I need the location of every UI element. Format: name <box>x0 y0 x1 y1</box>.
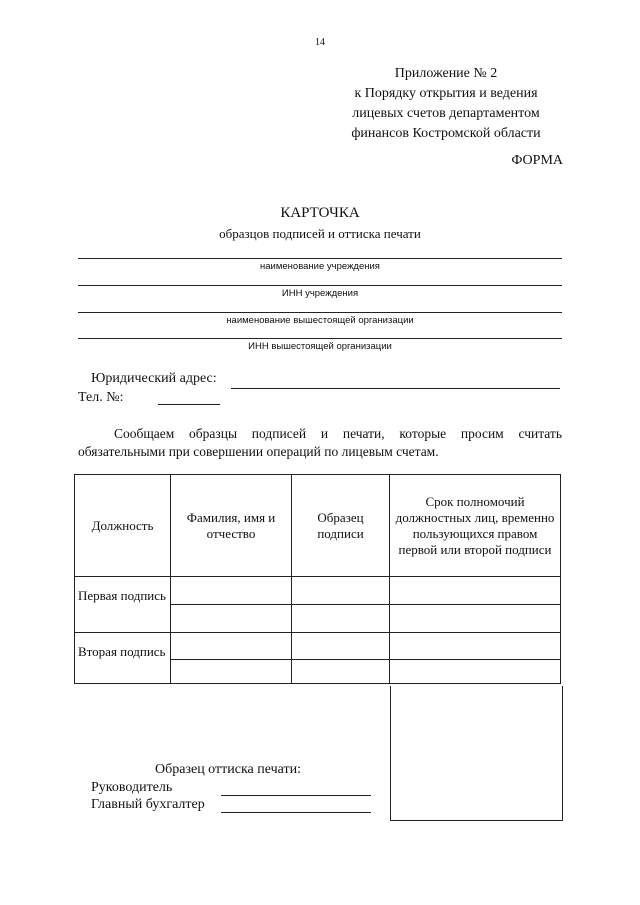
page-number: 14 <box>315 37 325 48</box>
document-subtitle: образцов подписей и оттиска печати <box>219 226 421 241</box>
parent-org-name-caption: наименование вышестоящей организации <box>226 315 414 326</box>
intro-paragraph: Сообщаем образцы подписей и печати, которые просим считать обязательными при совершении операций по лицевым счетам. <box>78 426 562 459</box>
legal-address-field[interactable] <box>231 388 560 389</box>
table-row <box>75 633 561 660</box>
appendix-line: Приложение № 2 <box>394 66 498 81</box>
cell-signature[interactable] <box>292 660 390 684</box>
cell-signature[interactable] <box>292 577 390 605</box>
appendix-line: к Порядку открытия и ведения <box>354 86 538 101</box>
cell-signature[interactable] <box>292 633 390 660</box>
cell-signature[interactable] <box>292 605 390 633</box>
cell-full-name[interactable] <box>171 633 292 660</box>
head-label: Руководитель <box>91 780 173 795</box>
cell-full-name[interactable] <box>171 605 292 633</box>
header-signature-sample: Образец подписи <box>292 475 390 577</box>
cell-full-name[interactable] <box>171 660 292 684</box>
table-header-row <box>75 475 561 577</box>
row-label-first-signature: Первая подпись <box>75 577 171 633</box>
institution-name-caption: наименование учреждения <box>260 261 380 272</box>
appendix-block <box>335 64 557 144</box>
phone-field[interactable] <box>158 404 220 405</box>
cell-term[interactable] <box>390 660 561 684</box>
institution-inn-caption: ИНН учреждения <box>281 288 359 299</box>
parent-org-name-field[interactable] <box>78 312 562 313</box>
parent-org-inn-field[interactable] <box>78 338 562 339</box>
legal-address-label: Юридический адрес: <box>91 371 217 386</box>
appendix-line: лицевых счетов департаментом <box>352 106 540 121</box>
table-row <box>75 577 561 605</box>
appendix-line: финансов Костромской области <box>351 126 541 141</box>
document-title: КАРТОЧКА <box>280 205 360 221</box>
cell-term[interactable] <box>390 577 561 605</box>
chief-accountant-signature-field[interactable] <box>221 812 371 813</box>
header-term: Срок полномочий должностных лиц, временно пользующихся правом первой или второй подписи <box>390 475 561 577</box>
phone-label: Тел. №: <box>78 390 124 405</box>
chief-accountant-label: Главный бухгалтер <box>91 797 205 812</box>
form-label: ФОРМА <box>511 153 563 168</box>
cell-term[interactable] <box>390 633 561 660</box>
stamp-label: Образец оттиска печати: <box>155 762 301 777</box>
cell-term[interactable] <box>390 605 561 633</box>
header-full-name: Фамилия, имя и отчество <box>171 475 292 577</box>
row-label-second-signature: Вторая подпись <box>75 633 171 684</box>
header-position: Должность <box>75 475 171 577</box>
institution-inn-field[interactable] <box>78 285 562 286</box>
head-signature-field[interactable] <box>221 795 371 796</box>
cell-full-name[interactable] <box>171 577 292 605</box>
signature-table <box>74 474 561 684</box>
parent-org-inn-caption: ИНН вышестоящей организации <box>248 341 392 352</box>
institution-name-field[interactable] <box>78 258 562 259</box>
stamp-box[interactable] <box>390 686 563 821</box>
